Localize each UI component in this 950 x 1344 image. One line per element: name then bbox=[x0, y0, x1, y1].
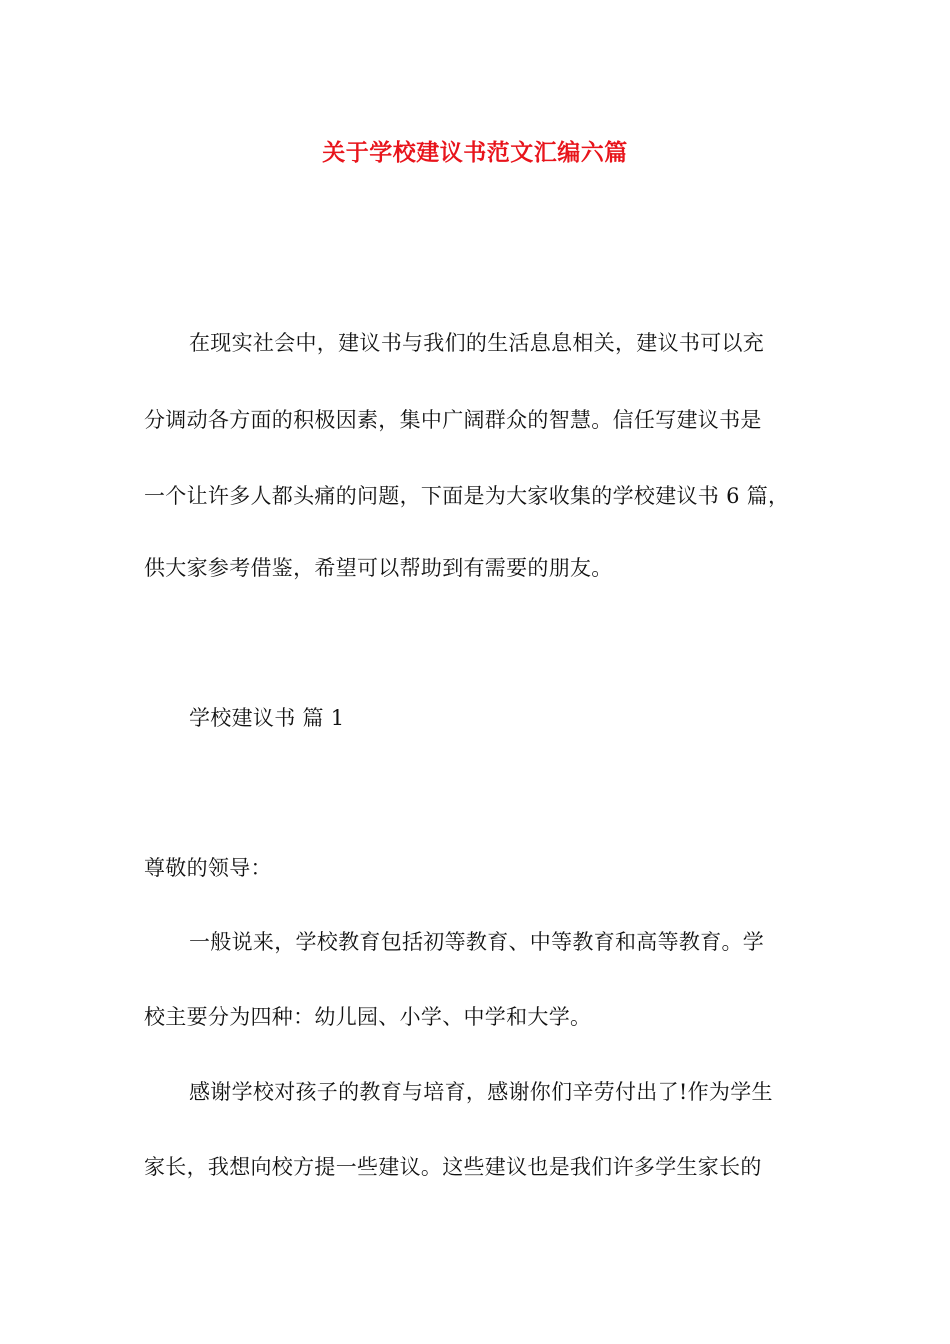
body-line-3: 感谢学校对孩子的教育与培育，感谢你们辛劳付出了!作为学生 bbox=[189, 1080, 773, 1104]
document-title: 关于学校建议书范文汇编六篇 bbox=[322, 139, 628, 166]
body-line-4: 家长，我想向校方提一些建议。这些建议也是我们许多学生家长的 bbox=[144, 1155, 762, 1179]
salutation: 尊敬的领导： bbox=[144, 856, 272, 880]
section-heading: 学校建议书 篇 1 bbox=[189, 706, 345, 730]
intro-line-4: 供大家参考借鉴，希望可以帮助到有需要的朋友。 bbox=[144, 556, 613, 580]
intro-line-1: 在现实社会中，建议书与我们的生活息息相关，建议书可以充 bbox=[189, 331, 765, 355]
body-line-2: 校主要分为四种：幼儿园、小学、中学和大学。 bbox=[144, 1005, 592, 1029]
intro-line-3: 一个让许多人都头痛的问题，下面是为大家收集的学校建议书 6 篇， bbox=[144, 484, 790, 508]
body-line-1: 一般说来，学校教育包括初等教育、中等教育和高等教育。学 bbox=[189, 930, 765, 954]
intro-line-2: 分调动各方面的积极因素，集中广阔群众的智慧。信任写建议书是 bbox=[144, 408, 762, 432]
